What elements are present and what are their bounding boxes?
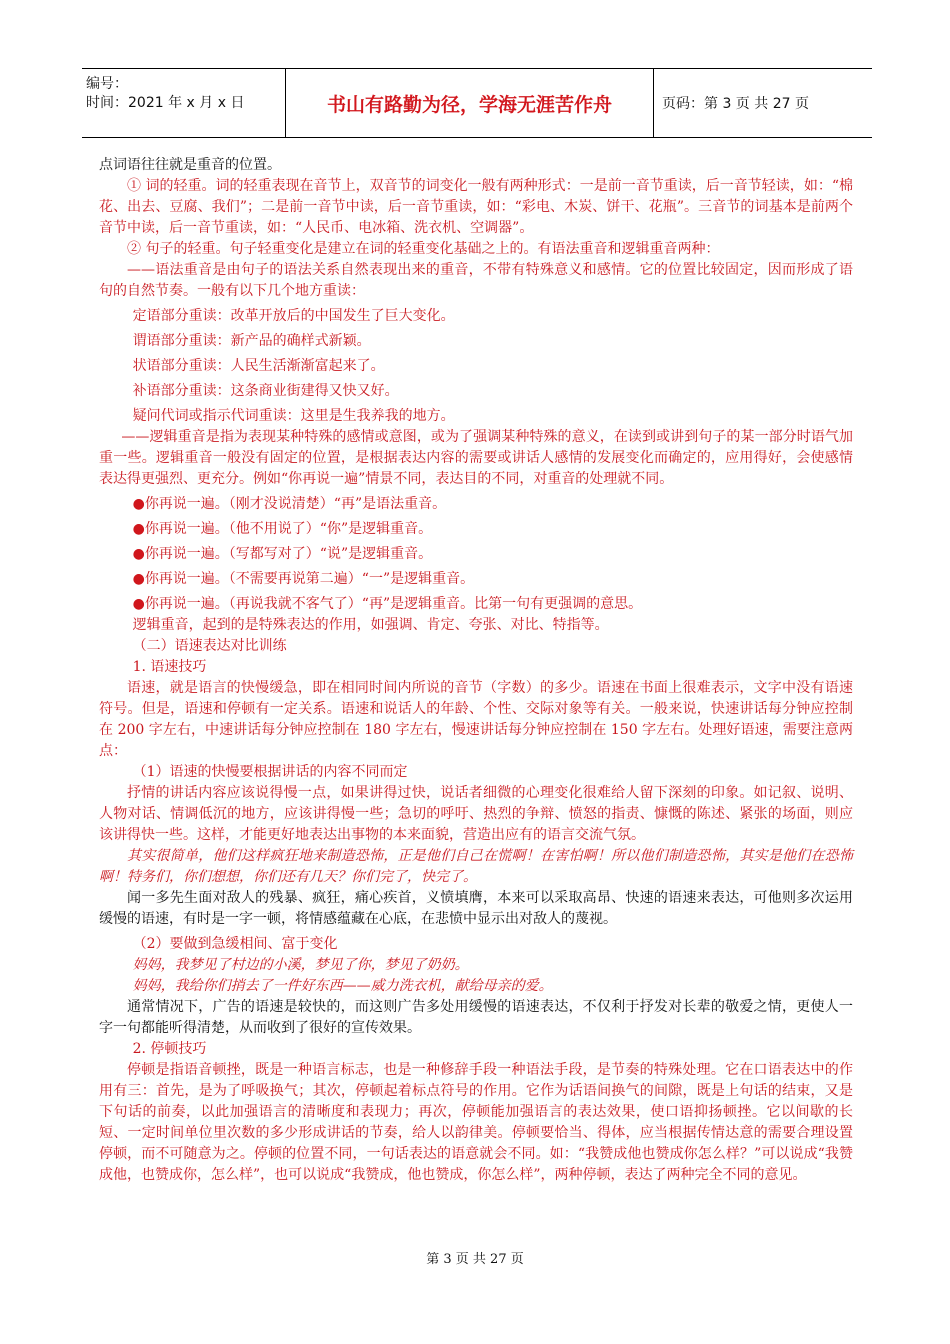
bullet-item: ●你再说一遍。（不需要再说第二遍）“一”是逻辑重音。 [132, 571, 475, 587]
quote-ad-line: 妈妈，我给你们捎去了一件好东西——威力洗衣机，献给母亲的爱。 [132, 978, 553, 994]
point-heading: （2）要做到急缓相间、富于变化 [132, 936, 338, 952]
section-heading: （二）语速表达对比训练 [132, 638, 287, 654]
subsection-heading: 2. 停顿技巧 [132, 1041, 207, 1057]
bullet-item: ●你再说一遍。（刚才没说清楚）“再”是语法重音。 [132, 496, 447, 512]
bullet-item: ●你再说一遍。（再说我就不客气了）“再”是逻辑重音。比第一句有更强调的意思。 [132, 596, 643, 612]
paragraph-logic-stress: ——逻辑重音是指为表现某种特殊的感情或意图，或为了强调某种特殊的意义，在读到或讲到句子的某一部分时语气加重一些。逻辑重音一般没有固定的位置，是根据表达内容的需要或讲话人感情的发展变化而确定的，应用得好，会使感情表达得更强烈、更充分。例如“你再说一遍”情景不同，表达目的不同，对重音的处理就不同。 [99, 429, 853, 487]
bullet-icon: ● [132, 521, 145, 537]
subsection-heading: 1. 语速技巧 [132, 659, 207, 675]
document-number-label: 编号： [86, 76, 128, 92]
paragraph-sentence-stress: ② 句子的轻重。句子轻重变化是建立在词的轻重变化基础之上的。有语法重音和逻辑重音两种： [127, 241, 720, 257]
quote-passage: 其实很简单，他们这样疯狂地来制造恐怖，正是他们自己在慌啊！在害怕啊！所以他们制造恐怖，其实是他们在恐怖啊！特务们，你们想想，你们还有几天？你们完了，快完了。 [99, 848, 853, 885]
header-page-number: 页码：第 3 页 共 27 页 [662, 96, 809, 112]
page-header [82, 68, 872, 138]
paragraph-speed-content: 抒情的讲话内容应该说得慢一点，如果讲得过快，说话者细微的心理变化很难给人留下深刻的印象。如记叙、说明、人物对话、情调低沉的地方，应该讲得慢一些；急切的呼吁、热烈的争辩、愤怒的指责、慷慨的陈述、紧张的场面，则应该讲得快一些。这样，才能更好地表达出事物的本来面貌，营造出应有的语言交流气氛。 [99, 785, 853, 843]
paragraph-ad-analysis: 通常情况下，广告的语速是较快的，而这则广告多处用缓慢的语速表达，不仅利于抒发对长辈的敬爱之情，更使人一字一句都能听得清楚，从而收到了很好的宣传效果。 [99, 999, 853, 1036]
page-footer: 第 3 页 共 27 页 [426, 1252, 524, 1267]
header-meta [82, 69, 285, 137]
header-motto: 书山有路勤为径，学海无涯苦作舟 [285, 69, 654, 137]
example-adverbial: 状语部分重读：人民生活渐渐富起来了。 [132, 358, 385, 374]
document-body [99, 155, 853, 1186]
bullet-item: ●你再说一遍。（写都写对了）“说”是逻辑重音。 [132, 546, 433, 562]
example-pronoun: 疑问代词或指示代词重读：这里是生我养我的地方。 [132, 408, 455, 424]
bullet-icon: ● [132, 546, 145, 562]
bullet-item: ●你再说一遍。（他不用说了）“你”是逻辑重音。 [132, 521, 433, 537]
quote-ad-line: 妈妈，我梦见了村边的小溪，梦见了你，梦见了奶奶。 [132, 957, 469, 973]
example-predicate: 谓语部分重读：新产品的确样式新颖。 [132, 333, 371, 349]
paragraph-logic-summary: 逻辑重音，起到的是特殊表达的作用，如强调、肯定、夸张、对比、特指等。 [132, 617, 609, 633]
paragraph-pause: 停顿是指语音顿挫，既是一种语言标志，也是一种修辞手段一种语法手段，是节奏的特殊处理。它在口语表达中的作用有三：首先，是为了呼吸换气；其次，停顿起着标点符号的作用。它作为话语间换气的间隙，既是上句话的结束，又是下句话的前奏，以此加强语言的清晰度和表现力；再次，停顿能加强语言的表达效果，使口语抑扬顿挫。它以间歇的长短、一定时间单位里次数的多少形成讲话的节奏，给人以韵律美。停顿要恰当、得体，应当根据传情达意的需要合理设置停顿，而不可随意为之。停顿的位置不同，一句话表达的语意就会不同。如：“我赞成他也赞成你怎么样？”可以说成“我赞成他，也赞成你，怎么样”，也可以说成“我赞成，他也赞成，你怎么样”，两种停顿，表达了两种完全不同的意见。 [99, 1062, 853, 1183]
bullet-icon: ● [132, 496, 145, 512]
paragraph-grammar-stress: ——语法重音是由句子的语法关系自然表现出来的重音，不带有特殊意义和感情。它的位置比较固定，因而形成了语句的自然节奏。一般有以下几个地方重读： [99, 262, 853, 299]
paragraph: 点词语往往就是重音的位置。 [99, 157, 281, 173]
point-heading: （1）语速的快慢要根据讲话的内容不同而定 [132, 764, 408, 780]
paragraph-word-stress: ① 词的轻重。词的轻重表现在音节上，双音节的词变化一般有两种形式：一是前一音节重读，后一音节轻读，如：“棉花、出去、豆腐、我们”；二是前一音节中读，后一音节重读，如：“彩电、木炭、饼干、花瓶”。三音节的词基本是前两个音节中读，后一音节重读，如：“人民币、电冰箱、洗衣机、空调器”。 [99, 178, 853, 236]
bullet-icon: ● [132, 571, 145, 587]
example-complement: 补语部分重读：这条商业街建得又快又好。 [132, 383, 399, 399]
example-attributive: 定语部分重读：改革开放后的中国发生了巨大变化。 [132, 308, 455, 324]
paragraph-analysis: 闻一多先生面对敌人的残暴、疯狂，痛心疾首，义愤填膺，本来可以采取高昂、快速的语速来表达，可他则多次运用缓慢的语速，有时是一字一顿，将情感蕴藏在心底，在悲愤中显示出对敌人的蔑视。 [99, 890, 853, 927]
bullet-icon: ● [132, 596, 145, 612]
paragraph-speed: 语速，就是语言的快慢缓急，即在相同时间内所说的音节（字数）的多少。语速在书面上很难表示，文字中没有语速符号。但是，语速和停顿有一定关系。语速和说话人的年龄、个性、交际对象等有关。一般来说，快速讲话每分钟应控制在 200 字左右，中速讲话每分钟应控制在 180 字左右，慢速讲话每分钟应控制在 150 字左右。处理好语速，需要注意两点： [99, 680, 853, 759]
document-time-label: 时间：2021 年 x 月 x 日 [86, 95, 245, 111]
